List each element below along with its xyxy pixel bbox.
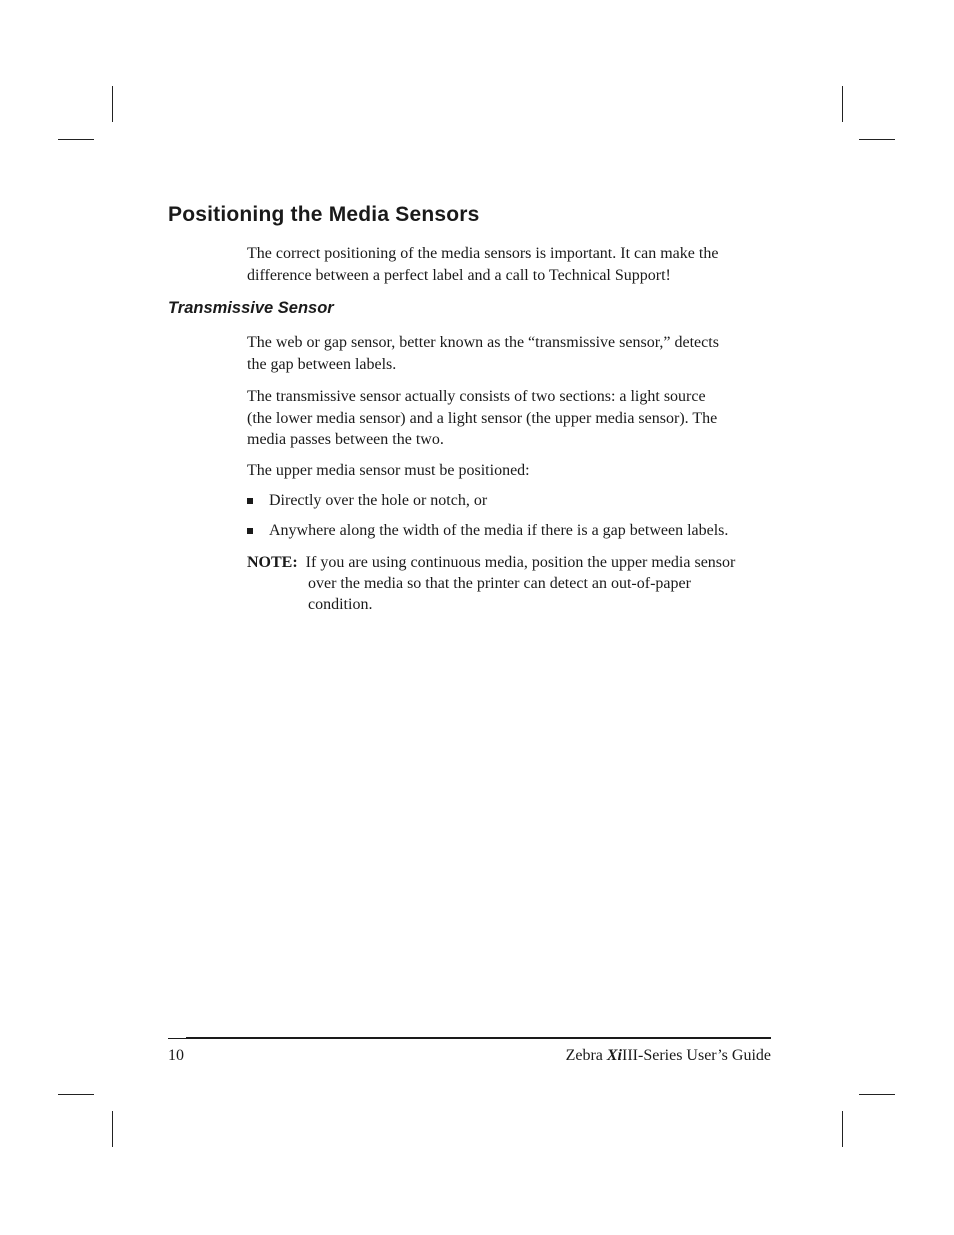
- crop-mark-top-left-vertical: [112, 86, 113, 122]
- para2-line-2: (the lower media sensor) and a light sensor (the upper media sensor). The: [247, 409, 718, 427]
- section-subheading: Transmissive Sensor: [168, 299, 334, 317]
- para1-line-1: The web or gap sensor, better known as the “transmissive sensor,” detects: [247, 334, 719, 351]
- para1-line-2: the gap between labels.: [247, 355, 397, 373]
- footer-rule-left: [168, 1038, 186, 1039]
- note-text-1: If you are using continuous media, position the upper media sensor: [305, 554, 736, 571]
- guide-title-prefix: Zebra: [565, 1047, 607, 1064]
- intro-line-1: The correct positioning of the media sensors is important. It can make the: [247, 245, 719, 262]
- list-item-text: Directly over the hole or notch, or: [269, 492, 488, 509]
- note-line-2: over the media so that the printer can detect an out-of-paper: [308, 575, 691, 592]
- crop-mark-bottom-left-horizontal: [58, 1094, 94, 1095]
- intro-paragraph: [247, 243, 772, 286]
- guide-title-xi: Xi: [606, 1047, 622, 1064]
- crop-mark-bottom-right-horizontal: [859, 1094, 895, 1095]
- paragraph-positioning: The upper media sensor must be positioned:: [247, 462, 530, 479]
- page-heading: Positioning the Media Sensors: [168, 203, 480, 226]
- para2-line-1: The transmissive sensor actually consists of two sections: a light source: [247, 388, 706, 405]
- footer-rule: [186, 1037, 771, 1039]
- paragraph-transmissive-intro: [247, 332, 772, 375]
- list-item-text: Anywhere along the width of the media if there is a gap between labels.: [269, 522, 729, 539]
- crop-mark-top-right-vertical: [842, 86, 843, 122]
- page-number: 10: [168, 1047, 184, 1064]
- bullet-marker-icon: [247, 498, 253, 504]
- note-line-3: condition.: [308, 596, 373, 613]
- note-block: [247, 552, 777, 615]
- paragraph-sensor-sections: [247, 386, 772, 451]
- crop-mark-top-right-horizontal: [859, 139, 895, 140]
- note-label: NOTE:: [247, 554, 298, 571]
- crop-mark-top-left-horizontal: [58, 139, 94, 140]
- guide-title-suffix: III-Series User’s Guide: [622, 1047, 771, 1064]
- bullet-marker-icon: [247, 528, 253, 534]
- crop-mark-bottom-left-vertical: [112, 1111, 113, 1147]
- crop-mark-bottom-right-vertical: [842, 1111, 843, 1147]
- para2-line-3: media passes between the two.: [247, 431, 444, 448]
- note-line-1: [247, 552, 777, 573]
- intro-line-2: difference between a perfect label and a call to Technical Support!: [247, 266, 671, 284]
- guide-title: [566, 1046, 771, 1066]
